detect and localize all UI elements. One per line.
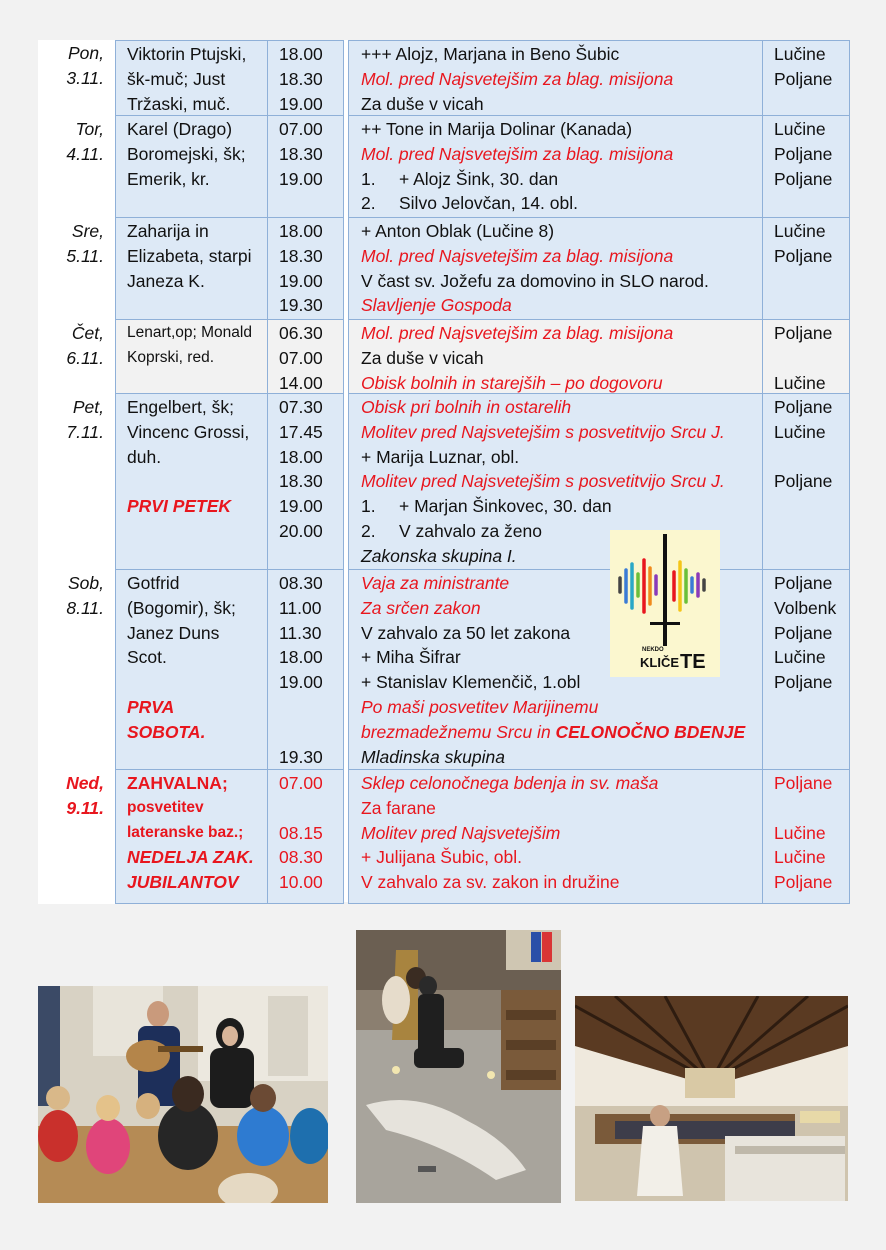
day-name: Sob,: [68, 573, 104, 593]
saints-cell: [115, 570, 268, 770]
mass-time: 06.30: [279, 323, 323, 343]
photo-church-interior: [575, 996, 848, 1201]
intention-text: [361, 321, 762, 346]
intentions-cell: [348, 218, 763, 320]
intentions-cell: [348, 770, 763, 904]
logo-text: KLIČE: [640, 655, 679, 670]
place-name: [774, 544, 849, 569]
mass-time: 19.00: [279, 270, 323, 291]
day-date: 9.11.: [66, 797, 104, 818]
intention-text: [361, 67, 762, 92]
intention-text: [361, 117, 762, 142]
mass-time: 07.30: [279, 397, 323, 417]
saint-line: Emerik, kr.: [127, 168, 210, 189]
day-row: [38, 116, 850, 218]
day-cell: [38, 570, 115, 770]
list-number: 1.: [361, 168, 376, 189]
mass-time: 08.30: [279, 573, 323, 593]
day-row: [38, 218, 850, 320]
intention-label: Obisk pri bolnih in ostarelih: [361, 397, 572, 417]
saints-cell: [115, 40, 268, 116]
saint-line: šk-muč; Just: [127, 68, 226, 89]
saint-line: Elizabeta, starpi: [127, 245, 252, 266]
day-name: Ned,: [66, 773, 104, 793]
mass-time: 19.30: [279, 746, 323, 767]
day-row: [38, 570, 850, 770]
day-cell: [38, 394, 115, 570]
logo-nekdo-klice-te: [610, 530, 720, 677]
day-name: Sre,: [71, 221, 104, 241]
intentions-cell: [348, 116, 763, 218]
intention-label: Mol. pred Najsvetejšim za blag. misijona: [361, 323, 674, 343]
place-name: Poljane: [774, 573, 833, 593]
mass-time: 14.00: [279, 372, 323, 393]
intention-text: [361, 720, 762, 745]
mass-time: 07.00: [279, 119, 323, 139]
places-cell: [763, 570, 850, 770]
intention-label: V zahvalo za ženo: [399, 520, 543, 541]
place-name: [774, 346, 849, 371]
day-date: 4.11.: [66, 143, 104, 164]
intention-label: +++ Alojz, Marjana in Beno Šubic: [361, 44, 620, 64]
times-cell: [268, 116, 344, 218]
intention-text: [361, 796, 762, 821]
intention-text: [361, 420, 762, 445]
photo-children-guitar: [38, 986, 328, 1203]
saint-line: Zaharija in: [127, 221, 209, 241]
intention-text: [361, 346, 762, 371]
saint-line: PRVA: [127, 696, 175, 717]
intention-label: Obisk bolnih in starejših – po dogovoru: [361, 372, 663, 393]
photo-church-harp: [356, 930, 561, 1203]
mass-time: [279, 544, 343, 569]
day-row: [38, 320, 850, 394]
intentions-cell: [348, 40, 763, 116]
intention-text: [361, 870, 762, 895]
intention-text: [361, 821, 762, 846]
list-number: 2.: [361, 520, 376, 541]
place-name: Poljane: [774, 872, 833, 893]
saint-line: Gotfrid: [127, 573, 180, 593]
intention-text: [361, 695, 762, 720]
place-name: [774, 745, 849, 770]
place-name: Lučine: [774, 647, 826, 668]
intention-text: [361, 191, 762, 216]
intention-text: [361, 845, 762, 870]
saints-cell: [115, 770, 268, 904]
intention-label: Mol. pred Najsvetejšim za blag. misijona: [361, 68, 674, 89]
times-cell: [268, 218, 344, 320]
mass-time: 11.30: [279, 622, 322, 643]
intention-label: Molitev pred Najsvetejšim s posvetitvijo Srcu J.: [361, 471, 725, 492]
intention-label: + Anton Oblak (Lučine 8): [361, 221, 555, 241]
intentions-cell: [348, 320, 763, 394]
mass-time: 18.30: [279, 471, 323, 492]
place-name: Lučine: [774, 822, 826, 843]
saint-line: posvetitev: [127, 798, 204, 816]
intention-label: Za srčen zakon: [361, 597, 481, 618]
intention-text: [361, 745, 762, 770]
intention-label: Silvo Jelovčan, 14. obl.: [399, 193, 578, 214]
intention-label: Mladinska skupina: [361, 746, 505, 767]
place-name: [774, 191, 849, 216]
day-row: [38, 394, 850, 570]
intention-label: Za duše v vicah: [361, 347, 484, 368]
schedule-table: [38, 40, 850, 904]
place-name: Volbenk: [774, 597, 837, 618]
place-name: Lučine: [774, 44, 826, 64]
intention-label: V zahvalo za sv. zakon in družine: [361, 872, 620, 893]
intention-text: [361, 469, 762, 494]
mass-time: 10.00: [279, 872, 323, 893]
place-name: [774, 494, 849, 519]
saint-line: (Bogomir), šk;: [127, 597, 236, 618]
mass-time: 17.45: [279, 421, 323, 442]
place-name: Lučine: [774, 372, 826, 393]
intention-text: [361, 142, 762, 167]
intention-label: + Stanislav Klemenčič, 1.obl: [361, 672, 581, 693]
saints-cell: [115, 218, 268, 320]
mass-time: 18.30: [279, 68, 323, 89]
day-row: [38, 770, 850, 904]
mass-time: 18.00: [279, 221, 323, 241]
mass-time: [279, 695, 343, 720]
place-name: Poljane: [774, 672, 833, 693]
saint-line: Scot.: [127, 647, 167, 668]
intention-label: + Alojz Šink, 30. dan: [399, 168, 559, 189]
place-name: [774, 445, 849, 470]
place-name: Poljane: [774, 323, 833, 343]
saint-line: Vincenc Grossi,: [127, 421, 250, 442]
times-cell: [268, 570, 344, 770]
day-name: Pon,: [68, 43, 104, 63]
intention-label: Molitev pred Najsvetejšim s posvetitvijo Srcu J.: [361, 421, 725, 442]
intention-text: [361, 219, 762, 244]
intention-text: [361, 445, 762, 470]
place-name: Lučine: [774, 119, 826, 139]
place-name: Poljane: [774, 773, 833, 793]
place-name: [774, 519, 849, 544]
saint-line: lateranske baz.;: [127, 823, 244, 841]
places-cell: [763, 218, 850, 320]
mass-time: [279, 796, 343, 821]
mass-time: [279, 191, 343, 216]
mass-time: 20.00: [279, 520, 323, 541]
intention-text: [361, 395, 762, 420]
day-name: Čet,: [71, 323, 104, 343]
intention-text: [361, 269, 762, 294]
mass-time: 08.15: [279, 822, 323, 843]
saint-line: SOBOTA.: [127, 721, 206, 742]
mass-time: 11.00: [279, 597, 322, 618]
place-name: Poljane: [774, 471, 833, 492]
saint-line: [127, 670, 267, 695]
intention-label: brezmadežnemu Srcu in: [361, 721, 556, 742]
saints-cell: [115, 394, 268, 570]
day-row: [38, 40, 850, 116]
day-cell: [38, 320, 115, 394]
place-name: [774, 92, 849, 117]
saint-line: PRVI PETEK: [127, 496, 232, 517]
intention-label: Zakonska skupina I.: [361, 545, 517, 566]
intention-label: V zahvalo za 50 let zakona: [361, 622, 571, 643]
saint-line: Koprski, red.: [127, 348, 215, 366]
intention-label: Molitev pred Najsvetejšim: [361, 822, 561, 843]
saint-line: Janeza K.: [127, 270, 205, 291]
day-cell: [38, 116, 115, 218]
intention-text: [361, 293, 762, 318]
place-name: Lučine: [774, 221, 826, 241]
intention-label: Sklep celonočnega bdenja in sv. maša: [361, 773, 659, 793]
day-cell: [38, 218, 115, 320]
day-date: 3.11.: [66, 67, 104, 88]
mass-time: 18.30: [279, 245, 323, 266]
place-name: [774, 293, 849, 318]
intention-text: [361, 167, 762, 192]
mass-time: 19.00: [279, 93, 323, 114]
intention-text: [361, 244, 762, 269]
day-date: 6.11.: [66, 347, 104, 368]
mass-time: 19.00: [279, 496, 323, 517]
intention-label: Mol. pred Najsvetejšim za blag. misijona: [361, 143, 674, 164]
saint-line: [127, 469, 267, 494]
list-number: 2.: [361, 193, 376, 214]
intention-label: Vaja za ministrante: [361, 573, 510, 593]
saints-cell: [115, 116, 268, 218]
intention-label: V čast sv. Jožefu za domovino in SLO narod.: [361, 270, 709, 291]
mass-time: 18.00: [279, 44, 323, 64]
place-name: Poljane: [774, 143, 833, 164]
list-number: 1.: [361, 496, 376, 517]
place-name: Lučine: [774, 847, 826, 868]
places-cell: [763, 320, 850, 394]
mass-time: 19.00: [279, 672, 323, 693]
times-cell: [268, 770, 344, 904]
intention-label: + Julijana Šubic, obl.: [361, 847, 523, 868]
saint-line: Viktorin Ptujski,: [127, 44, 247, 64]
intention-label: ++ Tone in Marija Dolinar (Kanada): [361, 119, 633, 139]
saint-line: NEDELJA ZAK.: [127, 847, 254, 868]
mass-time: 08.30: [279, 847, 323, 868]
place-name: [774, 720, 849, 745]
day-name: Pet,: [72, 397, 104, 417]
mass-time: 19.30: [279, 295, 323, 316]
intention-label: Za farane: [361, 797, 436, 818]
day-date: 5.11.: [66, 245, 104, 266]
places-cell: [763, 40, 850, 116]
intention-label: Za duše v vicah: [361, 93, 484, 114]
intention-text: [361, 371, 762, 396]
day-cell: [38, 40, 115, 116]
intention-label: Po maši posvetitev Marijinemu: [361, 696, 599, 717]
saint-line: Engelbert, šk;: [127, 397, 234, 417]
intention-text: [361, 42, 762, 67]
intention-label: Mol. pred Najsvetejšim za blag. misijona: [361, 245, 674, 266]
day-date: 7.11.: [66, 421, 104, 442]
intention-text: [361, 494, 762, 519]
intention-text: [361, 92, 762, 117]
places-cell: [763, 770, 850, 904]
intention-label: + Marjan Šinkovec, 30. dan: [399, 496, 612, 517]
place-name: [774, 796, 849, 821]
intention-label: Slavljenje Gospoda: [361, 295, 512, 316]
mass-time: 18.30: [279, 143, 323, 164]
mass-time: 18.00: [279, 446, 323, 467]
intention-text: [361, 771, 762, 796]
place-name: Poljane: [774, 168, 833, 189]
mass-time: 18.00: [279, 647, 323, 668]
saints-cell: [115, 320, 268, 394]
saint-line: ZAHVALNA;: [127, 773, 228, 793]
times-cell: [268, 320, 344, 394]
intention-label: + Marija Luznar, obl.: [361, 446, 520, 467]
saint-line: Janez Duns: [127, 622, 220, 643]
mass-time: 19.00: [279, 168, 323, 189]
saint-line: Lenart,op; Monald: [127, 324, 252, 341]
intention-label: + Miha Šifrar: [361, 647, 461, 668]
mass-time: 07.00: [279, 773, 323, 793]
times-cell: [268, 40, 344, 116]
logo-text-te: TE: [680, 651, 706, 673]
place-name: Lučine: [774, 421, 826, 442]
place-name: Poljane: [774, 68, 833, 89]
saint-line: Tržaski, muč.: [127, 93, 231, 114]
saint-line: JUBILANTOV: [127, 872, 239, 893]
place-name: Poljane: [774, 245, 833, 266]
place-name: Poljane: [774, 622, 833, 643]
logo-small-text: NEKDO: [642, 647, 664, 653]
place-name: Poljane: [774, 397, 833, 417]
day-cell: [38, 770, 115, 904]
place-name: [774, 695, 849, 720]
places-cell: [763, 116, 850, 218]
places-cell: [763, 394, 850, 570]
mass-time: [279, 720, 343, 745]
saint-line: duh.: [127, 446, 162, 467]
place-name: [774, 269, 849, 294]
day-name: Tor,: [75, 119, 104, 139]
saint-line: Karel (Drago): [127, 119, 233, 139]
times-cell: [268, 394, 344, 570]
day-date: 8.11.: [66, 597, 104, 618]
mass-time: 07.00: [279, 347, 323, 368]
intention-bold-tail: CELONOČNO BDENJE: [555, 721, 746, 742]
saint-line: Boromejski, šk;: [127, 143, 246, 164]
